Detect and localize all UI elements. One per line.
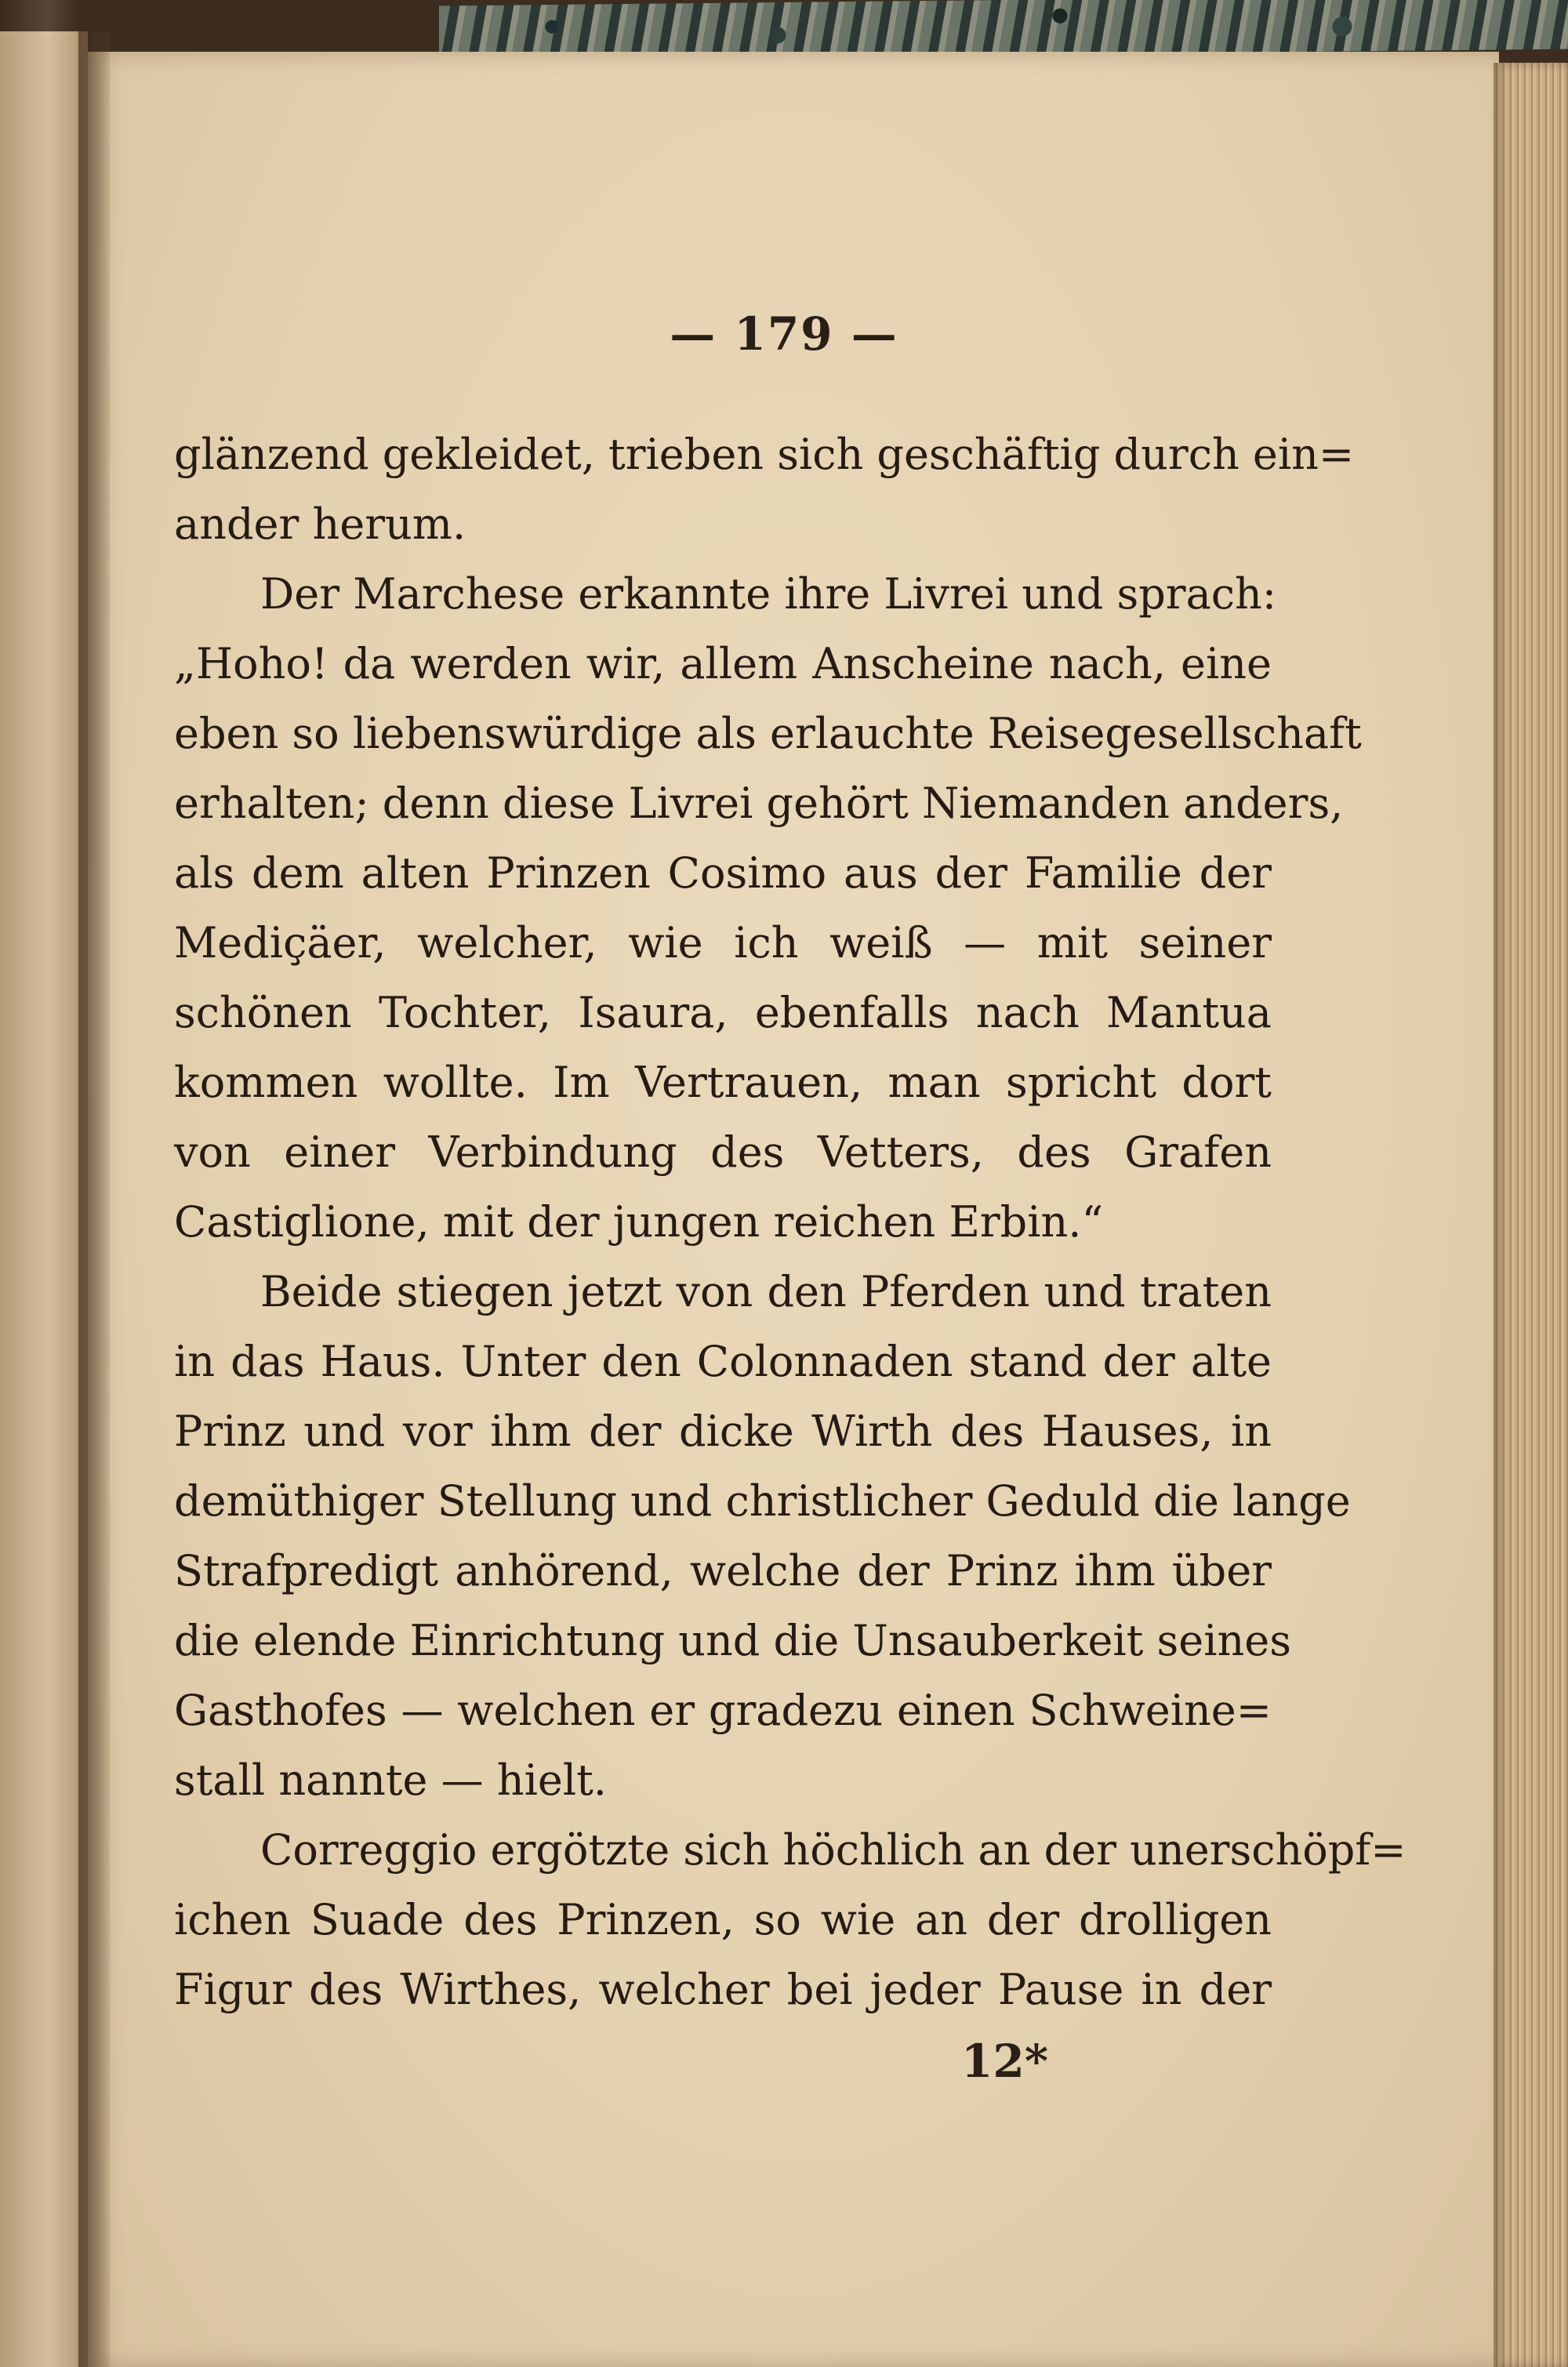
text-line: Prinz und vor ihm der dicke Wirth des Hauses, in [174, 1407, 1272, 1456]
text-line: Der Marchese erkannte ihre Livrei und sprach: [260, 569, 1277, 619]
text-line: von einer Verbindung des Vetters, des Grafen [174, 1127, 1272, 1177]
gutter-shadow [78, 31, 110, 2367]
text-line: eben so liebenswürdige als erlauchte Reisegesellschaft [174, 709, 1362, 758]
text-line: ander herum. [174, 499, 466, 549]
text-line: als dem alten Prinzen Cosimo aus der Familie der [174, 848, 1272, 898]
text-line: schönen Tochter, Isaura, ebenfalls nach Mantua [174, 988, 1272, 1037]
text-line: Figur des Wirthes, welcher bei jeder Pause in der [174, 1965, 1272, 2014]
text-line: die elende Einrichtung und die Unsauberkeit seines [174, 1616, 1291, 1665]
text-line: glänzend gekleidet, trieben sich geschäftig durch ein= [174, 430, 1355, 479]
text-line: Mediçäer, welcher, wie ich weiß — mit seiner [174, 918, 1272, 967]
page-number: — 179 — [670, 307, 898, 361]
text-line: kommen wollte. Im Vertrauen, man spricht dort [174, 1058, 1272, 1107]
text-line: „Hoho! da werden wir, allem Anscheine nach, eine [174, 639, 1272, 688]
text-line: Castiglione, mit der jungen reichen Erbin.“ [174, 1197, 1104, 1247]
page-block-edge [1494, 63, 1568, 2367]
text-line: demüthiger Stellung und christlicher Geduld die lange [174, 1476, 1351, 1526]
text-line: Correggio ergötzte sich höchlich an der unerschöpf= [260, 1825, 1406, 1875]
text-line: in das Haus. Unter den Colonnaden stand der alte [174, 1337, 1272, 1386]
text-line: stall nannte — hielt. [174, 1755, 607, 1805]
text-line: erhalten; denn diese Livrei gehört Niemanden anders, [174, 779, 1344, 828]
signature-mark: 12* [961, 2035, 1049, 2088]
body-text [174, 419, 1406, 2024]
facing-page-edge [0, 31, 88, 2367]
text-line: Gasthofes — welchen er gradezu einen Schweine= [174, 1686, 1272, 1735]
text-line: ichen Suade des Prinzen, so wie an der drolligen [174, 1895, 1272, 1944]
text-line: Beide stiegen jetzt von den Pferden und traten [260, 1267, 1272, 1316]
text-line: Strafpredigt anhörend, welche der Prinz ihm über [174, 1546, 1272, 1596]
